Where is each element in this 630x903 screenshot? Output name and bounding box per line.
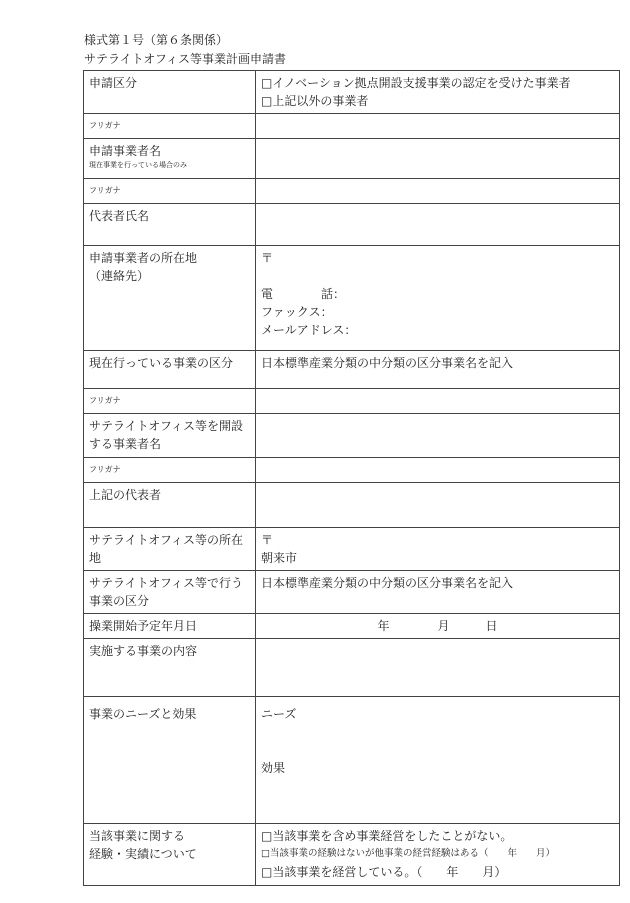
applicant-name-text: 申請事業者名 [89, 144, 162, 158]
label-start-date: 操業開始予定年月日 [84, 614, 256, 639]
label-office-operator: サテライトオフィス等を開設する事業者名 [84, 414, 256, 458]
form-title: サテライトオフィス等事業計画申請書 [84, 52, 286, 66]
label-office-business: サテライトオフィス等で行う事業の区分 [84, 571, 256, 614]
label-office-location: サテライトオフィス等の所在地 [84, 528, 256, 571]
experience-label-line1: 当該事業に関する [89, 829, 186, 843]
furigana-office-rep-field[interactable] [256, 458, 620, 483]
office-operator-field[interactable] [256, 414, 620, 458]
office-location-field[interactable] [256, 528, 620, 571]
current-business-field[interactable]: 日本標準産業分類の中分類の区分事業名を記入 [256, 351, 620, 389]
applicant-name-note: 現在事業を行っている場合のみ [89, 161, 187, 169]
row-furigana-representative [84, 179, 620, 204]
checkbox-option-innovation[interactable]: □イノベーション拠点開設支援事業の認定を受けた事業者 [261, 76, 571, 90]
category-options [256, 71, 620, 114]
effects-label: 効果 [261, 761, 286, 775]
label-experience [84, 824, 256, 886]
row-needs-effects [84, 697, 620, 824]
row-office-location [84, 528, 620, 571]
row-business-content [84, 639, 620, 697]
address-label-contact: （連絡先） [89, 269, 150, 283]
label-current-business: 現在行っている事業の区分 [84, 351, 256, 389]
office-rep-field[interactable] [256, 483, 620, 528]
furigana-label: フリガナ [84, 458, 256, 483]
address-label-text: 申請事業者の所在地 [89, 251, 198, 265]
address-field[interactable] [256, 246, 620, 351]
furigana-label: フリガナ [84, 389, 256, 414]
needs-label: ニーズ [261, 707, 297, 721]
label-business-content: 実施する事業の内容 [84, 639, 256, 697]
row-start-date [84, 614, 620, 639]
needs-effects-field[interactable] [256, 697, 620, 824]
row-office-rep [84, 483, 620, 528]
email-label: メールアドレス： [261, 323, 357, 337]
experience-label-line2: 経験・実績について [89, 847, 197, 861]
row-office-operator [84, 414, 620, 458]
label-address [84, 246, 256, 351]
row-application-category [84, 71, 620, 114]
phone-label: 電 話： [261, 287, 346, 301]
row-address [84, 246, 620, 351]
furigana-office-operator-field[interactable] [256, 389, 620, 414]
application-form-table [83, 70, 620, 886]
checkbox-other-experience[interactable]: □当該事業の経験はないが他事業の経営経験はある（ 年 月） [261, 848, 555, 859]
experience-options [256, 824, 620, 886]
furigana-label: フリガナ [84, 114, 256, 139]
row-office-business [84, 571, 620, 614]
checkbox-no-experience[interactable]: □当該事業を含め事業経営をしたことがない。 [261, 829, 513, 843]
label-needs-effects: 事業のニーズと効果 [84, 697, 256, 824]
row-applicant-name [84, 139, 620, 179]
representative-field[interactable] [256, 204, 620, 246]
row-furigana-office-rep [84, 458, 620, 483]
label-representative: 代表者氏名 [84, 204, 256, 246]
office-city: 朝来市 [261, 551, 298, 565]
checkbox-currently-operating[interactable]: □当該事業を経営している。（ 年 月） [261, 865, 507, 879]
postal-mark: 〒 [261, 251, 274, 265]
label-office-rep: 上記の代表者 [84, 483, 256, 528]
furigana-representative-field[interactable] [256, 179, 620, 204]
furigana-applicant-field[interactable] [256, 114, 620, 139]
applicant-name-field[interactable] [256, 139, 620, 179]
office-postal-mark: 〒 [261, 533, 274, 547]
row-representative [84, 204, 620, 246]
furigana-label: フリガナ [84, 179, 256, 204]
form-number: 様式第１号（第６条関係） [84, 33, 229, 47]
start-date-field[interactable]: 年 月 日 [256, 614, 620, 639]
row-furigana-office-operator [84, 389, 620, 414]
row-furigana-applicant [84, 114, 620, 139]
checkbox-option-other[interactable]: □上記以外の事業者 [261, 94, 369, 108]
row-experience [84, 824, 620, 886]
business-content-field[interactable] [256, 639, 620, 697]
office-business-field[interactable]: 日本標準産業分類の中分類の区分事業名を記入 [256, 571, 620, 614]
fax-label: ファックス： [261, 305, 333, 319]
row-current-business [84, 351, 620, 389]
label-application-category: 申請区分 [84, 71, 256, 114]
label-applicant-name [84, 139, 256, 179]
